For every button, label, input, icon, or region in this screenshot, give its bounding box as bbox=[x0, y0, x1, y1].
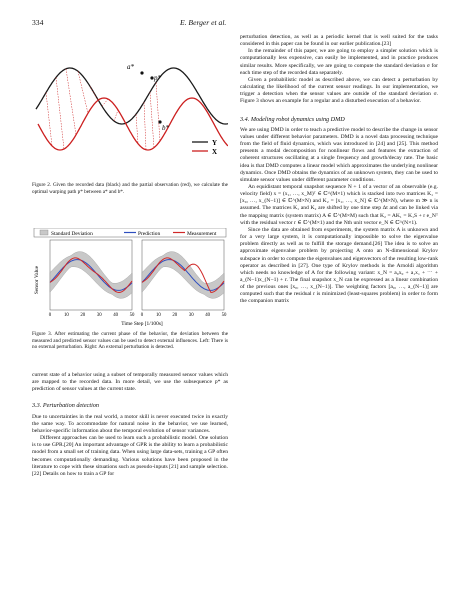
x-tick-label: 50 bbox=[221, 313, 227, 318]
left-paragraph-1: current state of a behavior using a subset of temporally measured sensor values which are mapped to the recorded data. In more detail, we use the subsequence p* as prediction of sensor values at the current state. bbox=[32, 372, 228, 393]
left-column-text bbox=[32, 372, 228, 478]
figure2-plot bbox=[32, 36, 228, 176]
right-paragraph-6: Since the data are obtained from experiments, the system matrix A is unknown and for a very large system, it is computationally impossible to solve the eigenvalue problem directly as well as to fulfill the storage demand.[26] The idea is to solve an approximate eigenvalue problem by projecting A onto an N-dimensional Krylov subspace in order to compute the eigenvalues and eigenvectors of the resulting low-rank operator as described in [27]. One type of Krylov methods is the Arnoldi algorithm which needs no knowledge of A for the following variant: x_N = a₀x₀ + a₁x₁ + ⋯ + a_(N−1)x_(N−1) + r. The final snapshot x_N can be expressed as a linear combination of the previous ones [x₀, …, x_(N−1)]. The weighting factors [a₀, …, a_(N−1)] are computed such that the residual r is minimized (least-squares problem) in order to form the companion matrix bbox=[240, 226, 438, 305]
right-paragraph-3: Given a probabilistic model as described above, we can detect a perturbation by calculating the likelihood of the current sensor readings. In our implementation, we trigger a detection when the sensor values are outside of the standard deviation σ. Figure 3 shows an example for a regular and a disturbed execution of a behavior. bbox=[240, 76, 438, 105]
page-header bbox=[32, 18, 432, 30]
legend-label-y: Y bbox=[212, 139, 218, 147]
y-axis-label: Sensor Value bbox=[34, 265, 40, 295]
x-tick-label: 20 bbox=[80, 313, 86, 318]
panel-left bbox=[49, 240, 135, 318]
warping-line-10 bbox=[150, 92, 154, 148]
running-authors: E. Berger et al. bbox=[180, 18, 227, 27]
warping-line-0 bbox=[46, 93, 52, 146]
legend-swatch-std bbox=[40, 230, 48, 235]
left-column bbox=[32, 36, 228, 195]
section-3-3-title: 3.3. Perturbation detection bbox=[32, 402, 100, 410]
legend-std-label: Standard Deviation bbox=[51, 230, 93, 237]
x-tick-label: 40 bbox=[205, 313, 210, 318]
recorded-data-curve bbox=[36, 68, 228, 124]
x-axis-label: Time Step [1/100s] bbox=[121, 321, 163, 327]
label-b: b* bbox=[162, 124, 169, 132]
warping-line-8 bbox=[136, 114, 138, 144]
label-p: p* bbox=[154, 74, 161, 82]
right-column bbox=[240, 34, 438, 306]
x-tick-label: 10 bbox=[156, 313, 161, 318]
page-number: 334 bbox=[32, 18, 44, 27]
x-tick-label: 50 bbox=[129, 313, 135, 318]
x-tick-label: 0 bbox=[140, 313, 144, 318]
right-paragraph-2: In the remainder of this paper, we are going to employ a simpler solution which is computationally less expensive, can easily be implemented, and in practice produces similar results. More specifically, we are going to compute the standard deviation σ for each time step of the recorded data separately. bbox=[240, 48, 438, 76]
left-paragraph-2: Due to uncertainties in the real world, a motor skill is never executed twice in exactly the same way. To accommodate for natural noise in the behavior, we use learned, behavior-specific information about the temporal evolution of sensor variances. bbox=[32, 413, 228, 434]
x-tick-label: 10 bbox=[64, 313, 69, 318]
left-paragraph-3: Different approaches can be used to learn such a probabilistic model. One solution is to use GPR.[20] An important advantage of GPR is the ability to learn a probabilistic model from a small set of training data. When using large data-sets, training a GP often becomes computationally demanding. Various solutions have been proposed in the literature to cope with these situations such as pseudo-inputs [21] and sample selection.[22] Details on how to train a GP for bbox=[32, 435, 228, 477]
warping-line-5 bbox=[102, 99, 108, 106]
warping-line-6 bbox=[114, 110, 118, 121]
label-a: a* bbox=[127, 63, 134, 71]
warping-line-11 bbox=[156, 83, 160, 142]
section-3-4-title: 3.4. Modeling robot dynamics using DMD bbox=[240, 115, 345, 123]
figure3-caption: Figure 3. After estimating the current phase of the behavior, the deviation between the measured and predicted sensor values can be used to detect external influences. Left: There is no external perturbation. Right: An external perturbation is detected. bbox=[32, 331, 228, 351]
panel-right bbox=[141, 240, 227, 318]
x-tick-label: 0 bbox=[48, 313, 52, 318]
x-tick-label: 30 bbox=[96, 313, 102, 318]
warping-line-2 bbox=[66, 69, 76, 135]
right-paragraph-4: We are using DMD in order to teach a predictive model to describe the change in sensor values under different behavior parameters. DMD is a novel data processing technique from the field of fluid dynamics, which was introduced in [24] and [25]. This method presents a modal decomposition for nonlinear flows and features the extraction of coherent structures oscillating at a single frequency and growth/decay rate. The basic idea is that DMD computes a linear model which approximates the underlying nonlinear dynamics. Once DMD obtains the dynamics of an unknown system, they can be used to simulate sensor values under different parameter conditions. bbox=[240, 126, 438, 183]
right-paragraph-1: perturbation detection, as well as a periodic kernel that is well suited for the tasks considered in this paper can be found in our earlier publication.[23] bbox=[240, 34, 438, 48]
figure2-caption: Figure 2. Given the recorded data (black) and the partial observation (red), we calculate the optimal warping path p* between a* and b*. bbox=[32, 182, 228, 195]
figure3 bbox=[32, 228, 228, 351]
legend-meas-label: Measurement bbox=[187, 230, 217, 237]
warping-lines bbox=[46, 69, 160, 150]
x-tick-label: 20 bbox=[172, 313, 178, 318]
legend-label-x: X bbox=[212, 148, 218, 156]
warping-line-9 bbox=[144, 102, 146, 150]
warping-line-3 bbox=[78, 71, 88, 113]
right-paragraph-5: An equidistant temporal snapshot sequence N + 1 of a vector of an observable (e.g. velocity field) x = (x₁, …, x_M)ᵀ ∈ ℂ^(M×1) which is stacked into two matrices K₁ = [x₀, …, x_(N−1)] ∈ ℂ^(M×N) and K₂ = [x₁, …, x_N] ∈ ℂ^(M×N), where m ≫ n is assumed. The matrices K₁ and K₂ are shifted by one time step Δt and can be linked via the mapping matrix (system matrix) A ∈ ℂ^(M×M) such that K₂ = AK₁ = K₁S + r e_Nᵀ with the residual vector r ∈ ℂ^(M×1) and the Nth unit vector e_N ∈ ℂ^(N×1). bbox=[240, 183, 438, 226]
warping-line-1 bbox=[56, 77, 64, 149]
x-tick-label: 40 bbox=[113, 313, 118, 318]
x-tick-label: 30 bbox=[188, 313, 194, 318]
marker-a bbox=[140, 71, 143, 74]
legend-pred-label: Prediction bbox=[138, 230, 161, 237]
figure3-plot bbox=[32, 228, 228, 328]
